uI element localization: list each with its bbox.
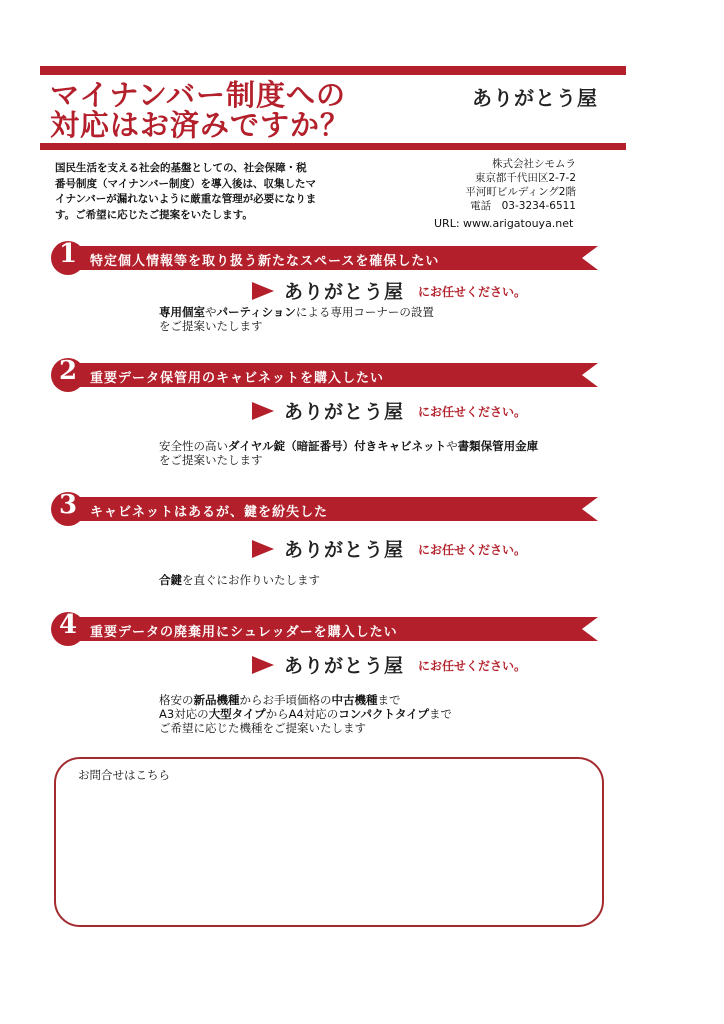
arrow-right-icon [252, 656, 274, 674]
emphasized-text: 新品機種 [193, 693, 240, 707]
description-text: をご提案いたします [159, 319, 263, 333]
section-heading: 重要データの廃棄用にシュレッダーを購入したい [90, 625, 398, 640]
description-text: をご提案いたします [159, 453, 263, 467]
leave-it-text: にお任せください。 [418, 405, 527, 419]
emphasized-text: 書類保管用金庫 [457, 439, 539, 453]
description-text: や [205, 305, 217, 319]
emphasized-text: 専用個室 [159, 305, 205, 319]
section-number: 1 [58, 239, 78, 269]
emphasized-text: コンパクトタイプ [338, 707, 429, 721]
leave-it-text: にお任せください。 [418, 659, 527, 673]
emphasized-text: パーティション [216, 305, 296, 319]
arrow-right-icon [252, 540, 274, 558]
description-text: まで [377, 693, 401, 707]
description-line [159, 573, 320, 587]
description-line [159, 453, 538, 467]
description-text: を直ぐにお作りいたします [182, 573, 320, 587]
description-line [159, 707, 452, 721]
description-text: 安全性の高い [159, 439, 228, 453]
top-divider-bar [40, 66, 626, 75]
title-line-2: 対応はお済みですか？ [50, 108, 351, 142]
description-line [159, 319, 434, 333]
section-number: 2 [58, 356, 78, 386]
section-banner-2 [42, 357, 598, 393]
company-url: URL: www.arigatouya.net [434, 217, 574, 230]
brand-name: ありがとう屋 [284, 401, 405, 423]
brand-name: ありがとう屋 [284, 539, 405, 561]
description-text: からA4対応の [265, 707, 339, 721]
section-number: 3 [58, 490, 78, 520]
section-description [159, 305, 434, 333]
contact-box [54, 757, 604, 927]
section-banner-3 [42, 491, 598, 527]
description-text: や [446, 439, 458, 453]
section-heading: 特定個人情報等を取り扱う新たなスペースを確保したい [90, 254, 440, 269]
page-title [50, 80, 450, 140]
company-info: 株式会社シモムラ 東京都千代田区2-7-2 平河町ビルディング2階 電話 03-3234-6511 [465, 158, 576, 212]
section-description [159, 573, 320, 587]
section-banner-1 [42, 240, 598, 276]
description-text: ご希望に応じた機種をご提案いたします [159, 721, 366, 735]
contact-label: お問合せはこちら [78, 768, 170, 782]
brand-name: ありがとう屋 [284, 281, 405, 303]
description-text: A3対応の [159, 707, 209, 721]
description-text: による専用コーナーの設置 [295, 305, 434, 319]
section-heading: キャビネットはあるが、鍵を紛失した [90, 505, 329, 520]
emphasized-text: ダイヤル錠（暗証番号）付きキャビネット [228, 439, 447, 453]
intro-text: 国民生活を支える社会的基盤としての、社会保障・税 番号制度（マイナンバー制度）を導入後は、収集したマ イナンバーが漏れないように厳重な管理が必要になりま す。ご希望に応じたご提案をいたします。 [55, 162, 317, 221]
description-line [159, 693, 452, 707]
emphasized-text: 中古機種 [331, 693, 378, 707]
description-text: 格安の [159, 693, 194, 707]
section-description [159, 439, 538, 467]
section-heading: 重要データ保管用のキャビネットを購入したい [90, 371, 385, 386]
description-text: まで [428, 707, 452, 721]
arrow-right-icon [252, 402, 274, 420]
emphasized-text: 大型タイプ [208, 707, 266, 721]
leave-it-text: にお任せください。 [418, 285, 527, 299]
emphasized-text: 合鍵 [159, 573, 182, 587]
section-banner-4 [42, 611, 598, 647]
section-number: 4 [58, 610, 78, 640]
description-line [159, 439, 538, 453]
description-line [159, 721, 452, 735]
brand-name: ありがとう屋 [284, 655, 405, 677]
description-text: からお手頃価格の [239, 693, 332, 707]
leave-it-text: にお任せください。 [418, 543, 527, 557]
section-description [159, 693, 452, 735]
arrow-right-icon [252, 282, 274, 300]
brand-logo: ありがとう屋 [472, 86, 598, 110]
title-line-1: マイナンバー制度への [50, 78, 346, 112]
description-line [159, 305, 434, 319]
bottom-divider-bar [40, 143, 626, 150]
